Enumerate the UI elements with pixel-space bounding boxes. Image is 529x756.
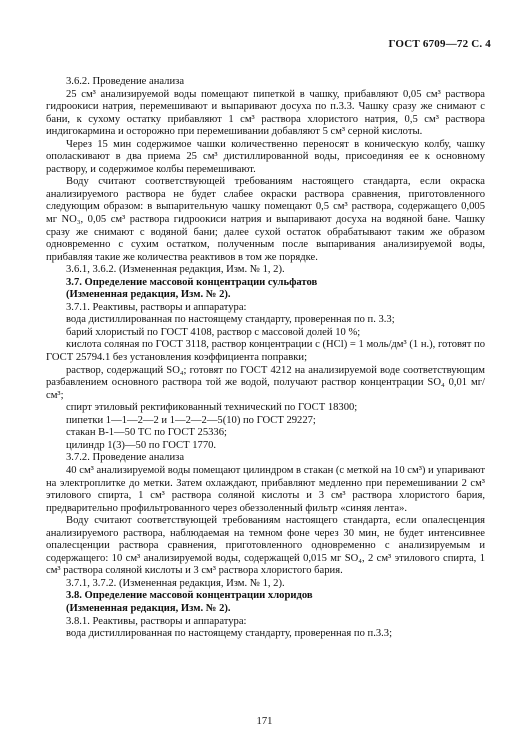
paragraph: пипетки 1—1—2—2 и 1—2—2—5(10) по ГОСТ 29227; <box>66 414 316 426</box>
paragraph: раствор, содержащий SO₄; готовят по ГОСТ 4212 на анализируемой воде соответствующим разбавлением основного раствора той же водой, получают раствор концентрации SO₄ 0,01 мг/см³; <box>46 364 485 401</box>
paragraph: 3.6.2. Проведение анализа <box>66 76 185 87</box>
page-number: 171 <box>256 716 273 727</box>
section-heading: 3.7. Определение массовой концентрации сульфатов <box>66 276 318 288</box>
document-body <box>46 76 485 641</box>
section-heading: 3.8. Определение массовой концентрации хлоридов <box>66 590 313 602</box>
paragraph: 25 см³ анализируемой воды помещают пипеткой в чашку, прибавляют 0,05 см³ раствора гидроокиси натрия, перемешивают и выпаривают досуха по п.3.3. Чашку сразу же снимают с бани, к сухому остатку прибавляют 1 см³ раствора хлористого натрия, 0,5 см³ раствора индигокармина и осторожно при перемешивании добавляют 5 см³ серной кислоты. <box>46 88 485 138</box>
section-heading: (Измененная редакция, Изм. № 2). <box>66 602 231 614</box>
paragraph: Воду считают соответствующей требованиям настоящего стандарта, если опалесценция анализируемого раствора, наблюдаемая на темном фоне через 30 мин, не будет интенсивнее опалесценции раствора сравнения, приготовленного одновременно с анализируемым и содержащего: 10 см³ анализируемой воды, содержащей 0,015 мг SO₄, 2 см³ этилового спирта, 1 см³ раствора соляной кислоты и 3 см³ раствора хлористого бария. <box>46 515 485 577</box>
paragraph: 3.7.2. Проведение анализа <box>66 452 185 464</box>
paragraph: Воду считают соответствующей требованиям настоящего стандарта, если окраска анализируемого раствора не будет слабее окраски раствора сравнения, приготовленного следующим образом: в выпарительную чашку помещают 0,5 см³ раствора, содержащего 0,005 мг NO₃, 0,05 см³ раствора гидроокиси натрия и выпаривают досуха на водяной бане. Чашку сразу же снимают с водяной бани; далее сухой остаток обрабатывают таким же образом одновременно с сухим остатком, полученным после выпаривания анализируемой воды, прибавляя такие же количества реактивов в том же порядке. <box>46 176 485 263</box>
paragraph: цилиндр 1(3)—50 по ГОСТ 1770. <box>66 439 217 451</box>
section-heading: (Измененная редакция, Изм. № 2). <box>66 289 231 301</box>
paragraph: кислота соляная по ГОСТ 3118, раствор концентрации с (HCl) = 1 моль/дм³ (1 н.), готовят по ГОСТ 25794.1 без установления коэффициента поправки; <box>46 339 485 364</box>
paragraph: Через 15 мин содержимое чашки количественно переносят в коническую колбу, чашку ополаскивают в два приема 25 см³ дистиллированной воды, присоединяя ее к основному раствору, и содержимое колбы перемешивают. <box>46 138 485 175</box>
paragraph: 3.6.1, 3.6.2. (Измененная редакция, Изм. № 1, 2). <box>66 264 285 276</box>
paragraph: вода дистиллированная по настоящему стандарту, проверенная по п.3.3; <box>66 628 393 640</box>
paragraph: стакан В-1—50 ТС по ГОСТ 25336; <box>66 427 227 439</box>
page-header: ГОСТ 6709—72 С. 4 <box>388 38 491 50</box>
paragraph: спирт этиловый ректификованный технический по ГОСТ 18300; <box>66 402 358 414</box>
paragraph: 3.8.1. Реактивы, растворы и аппаратура: <box>66 615 247 627</box>
paragraph: 3.7.1. Реактивы, растворы и аппаратура: <box>66 301 247 313</box>
paragraph: вода дистиллированная по настоящему стандарту, проверенная по п. 3.3; <box>66 314 395 326</box>
paragraph: барий хлористый по ГОСТ 4108, раствор с массовой долей 10 %; <box>66 326 361 338</box>
paragraph: 40 см³ анализируемой воды помещают цилиндром в стакан (с меткой на 10 см³) и упаривают на электроплитке до метки. Затем охлаждают, прибавляют медленно при перемешивании 2 см³ этилового спирта, 1 см³ раствора соляной кислоты и 3 см³ раствора хлористого бария, предварительно профильтрованного через обеззоленный фильтр «синяя лента». <box>46 464 485 514</box>
paragraph: 3.7.1, 3.7.2. (Измененная редакция, Изм. № 1, 2). <box>66 577 285 589</box>
